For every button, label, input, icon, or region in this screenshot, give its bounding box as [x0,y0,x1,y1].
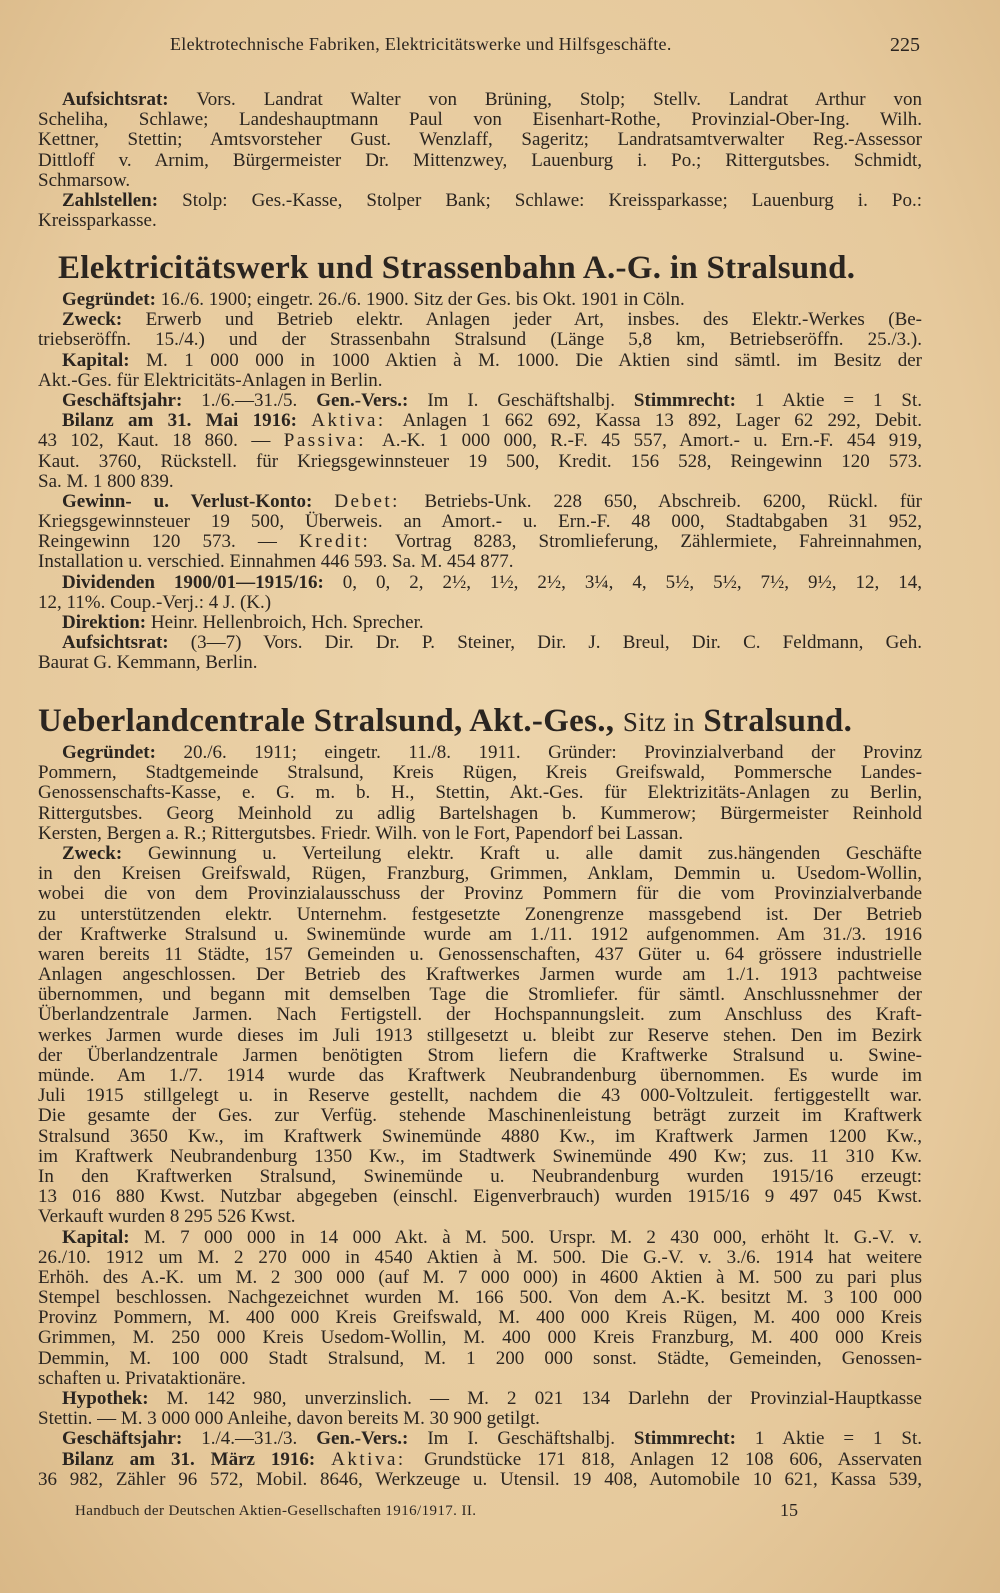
entry-label: Geschäftsjahr: [62,1428,202,1450]
entry-text: Anlagen angeschlossen. Der Betrieb des Kraftwerkes Jarmen wurde am 1./1. 1913 pachtweise [38,964,922,986]
entry-text: Verkauft wurden 8 295 526 Kwst. [38,1206,296,1228]
entry-text: Die gesamte der Ges. zur Verfüg. stehende Maschinenleistung beträgt zurzeit im Kraftwerk [38,1105,922,1127]
entry-label: Kapital: [62,349,147,371]
text-line [38,1349,922,1369]
text-line [38,633,922,653]
entry-text: M. 7 000 000 in 14 000 Akt. à M. 500. Urspr. M. 2 430 000, erhöht lt. G.-V. v. [144,1226,923,1248]
entry-text: 13 016 880 Kwst. Nutzbar abgegeben (einschl. Eigenverbrauch) wurden 1915/16 9 497 045 Kwst. [38,1186,922,1208]
entry-text: Grundstücke 171 818, Anlagen 12 108 606, Asservaten [424,1448,922,1470]
entry-text: Kreissparkasse. [38,210,157,232]
entry-text: Kettner, Stettin; Amtsvorsteher Gust. Wenzlaff, Sageritz; Landratsamtverwalter Reg.-Assessor [38,129,922,151]
text-line [38,1066,922,1086]
entry-label: Direktion: [62,612,151,633]
entry-text: Rittergutsbes. Georg Meinhold zu adlig Bartelshagen b. Kummerow; Bürgermeister Reinhold [38,802,922,824]
entry-text: Gewinnung u. Verteilung elektr. Kraft u. alle damit zus.hängenden Geschäfte [147,842,922,864]
entry-text: 1./4.—31./3. [201,1428,317,1450]
text-line [38,804,922,824]
text-line [38,552,922,572]
text-line [38,371,922,391]
entry-label: Hypothek: [62,1388,167,1409]
text-line [38,763,922,783]
entry-text: Erhöh. des A.-K. um M. 2 300 000 (auf M. 7 000 000) in 4600 Aktien à M. 500 zu pari plus [38,1266,922,1288]
text-line [38,1127,922,1147]
page-number: 225 [890,34,920,56]
spaced-label: Kredit: [299,531,395,553]
heading-main: Ueberlandcentrale Stralsund, Akt.-Ges., [38,703,623,739]
text-line [38,1450,922,1470]
text-line [38,1248,922,1268]
entry-label: Zahlstellen: [62,189,183,211]
entry-text: waren bereits 11 Städte, 157 Gemeinden u. Genossenschaften, 437 Güter u. 64 grössere industrielle [38,943,922,965]
entry-label: Aufsichtsrat: [62,632,191,654]
text-line [38,945,922,965]
footer-source: Handbuch der Deutschen Aktien-Gesellschaften 1916/1917. II. [75,1503,477,1519]
text-line [38,351,922,371]
entry-text: in den Kreisen Greifswald, Rügen, Franzburg, Grimmen, Anklam, Demmin u. Usedom-Wollin, [38,863,922,885]
section-ueberlandcentrale-stralsund [38,743,922,1490]
entry-label: Gegründet: [62,742,184,763]
text-line [38,824,922,844]
text-line [38,1228,922,1248]
section-stolp-continued [38,90,922,231]
entry-text: münde. Am 1./7. 1914 wurde das Kraftwerk Neubrandenburg übernommen. Es wurde im [38,1065,922,1086]
entry-text: 1./6.—31./5. [201,389,317,411]
entry-text: Juli 1915 stillgelegt u. in Reserve gestellt, nachdem die 43 000-Voltzuleit. fertiggestellt war. [38,1085,922,1107]
entry-text: Anlagen 1 662 692, Kassa 13 892, Lager 62 292, Debit. [402,410,922,432]
text-line [38,452,922,472]
text-line [38,512,922,532]
entry-text: 43 102, Kaut. 18 860. — [38,430,284,452]
text-line [38,613,922,633]
spaced-label: Debet: [334,490,425,512]
entry-text: Pommern, Stadtgemeinde Stralsund, Kreis Rügen, Kreis Greifswald, Pommersche Landes- [38,762,922,784]
text-line [38,1086,922,1106]
text-line [38,130,922,150]
spaced-label: Aktiva: [311,410,403,432]
text-line [38,391,922,411]
entry-label: Zweck: [62,309,146,331]
entry-text: 26./10. 1912 um M. 2 270 000 in 4540 Aktien à M. 500. Die G.-V. v. 3./6. 1914 hat weitere [38,1246,922,1268]
text-line [38,532,922,552]
footer-signature: 15 [780,1500,798,1520]
entry-text: Dittloff v. Arnim, Bürgermeister Dr. Mittenzwey, Lauenburg i. Po.; Rittergutsbes. Schmidt, [38,149,922,171]
text-line [38,431,922,451]
entry-label: Stimmrecht: [633,389,755,411]
text-line [38,1470,922,1490]
entry-text: der Überlandzentrale Jarmen benötigten Strom liefern die Kraftwerke Stralsund u. Swine- [38,1044,922,1066]
entry-label: Geschäftsjahr: [62,389,202,411]
entry-text: zu unterstützenden elektr. Unternehm. festgesetzte Zonengrenze massgebend ist. Der Betrieb [38,903,922,925]
text-line [38,905,922,925]
entry-text: Vortrag 8283, Stromlieferung, Zählermiete, Fahreinnahmen, [394,531,922,553]
entry-text: A.-K. 1 000 000, R.-F. 45 557, Amort.- u. Ern.-F. 454 919, [382,430,923,452]
entry-label: Kapital: [62,1226,145,1248]
text-line [38,743,922,763]
text-line [38,1389,922,1409]
entry-text: Sa. M. 1 800 839. [38,470,174,492]
text-line [38,1147,922,1167]
text-line [38,925,922,945]
heading-city: Stralsund. [694,703,853,739]
entry-text: 1 Aktie = 1 St. [754,1428,923,1450]
entry-text: der Kraftwerke Stralsund u. Swinemünde wurde am 1./11. 1912 aufgenommen. Am 31./3. 1916 [38,923,922,945]
text-line [38,151,922,171]
entry-text: Vors. Landrat Walter von Brüning, Stolp; Stellv. Landrat Arthur von [196,89,922,110]
entry-text: übernommen, und begann mit demselben Tage die Stromliefer. für sämtl. Anschlussnehmer der [38,984,922,1006]
text-line [38,1005,922,1025]
entry-label: Bilanz am 31. März 1916: [62,1448,332,1470]
running-header: Elektrotechnische Fabriken, Elektricitätswerke und Hilfsgeschäfte. [170,34,672,54]
entry-text: Installation u. verschied. Einnahmen 446 593. Sa. M. 454 877. [38,551,514,573]
text-line [38,472,922,492]
entry-text: Heinr. Hellenbroich, Hch. Sprecher. [150,612,424,633]
text-line [38,1409,922,1429]
heading-sitz: Sitz in [622,707,695,737]
entry-text: 36 982, Zähler 96 572, Mobil. 8646, Werkzeuge u. Utensil. 19 408, Automobile 10 621, Kassa 539, [38,1468,922,1490]
section-elektricitaetswerk-stralsund [38,290,922,674]
entry-text: triebseröffn. 15./4.) und der Strassenbahn Stralsund (Länge 5,8 km, Betriebseröffn. 25./3.). [38,329,922,351]
entry-text: Kriegsgewinnsteuer 19 500, Überweis. an Amort.- u. Ern.-F. 48 000, Stadtabgaben 31 952, [38,511,922,533]
entry-text: schaften u. Privataktionäre. [38,1367,246,1389]
entry-text: 12, 11%. Coup.-Verj.: 4 J. (K.) [38,591,272,613]
text-line [38,1026,922,1046]
text-line [38,1288,922,1308]
entry-label: Aufsichtsrat: [62,89,197,110]
entry-text: wobei die von dem Provinzialausschuss der Provinz Pommern für die vom Provinzialverbande [38,883,922,905]
text-line [38,330,922,350]
entry-text: Im I. Geschäftshalbj. [427,389,634,411]
text-line [38,1268,922,1288]
entry-text: Schmarsow. [38,169,131,191]
spaced-label: Passiva: [283,430,382,452]
text-line [38,90,922,110]
entry-text: 16./6. 1900; eingetr. 26./6. 1900. Sitz der Ges. bis Okt. 1901 in Cöln. [160,289,685,310]
entry-label: Gewinn- u. Verlust-Konto: [62,490,335,512]
entry-label: Gen.-Vers.: [316,389,428,411]
text-line [38,1046,922,1066]
entry-text: Erwerb und Betrieb elektr. Anlagen jeder Art, insbes. des Elektr.-Werkes (Be- [145,309,922,331]
entry-text: In den Kraftwerken Stralsund, Swinemünde u. Neubrandenburg wurden 1915/16 erzeugt: [38,1165,922,1187]
text-line [38,864,922,884]
text-line [38,884,922,904]
entry-text: werkes Jarmen wurde dieses im Juli 1913 stillgesetzt u. bleibt zur Reserve stehen. Den im Bezirk [38,1024,922,1046]
entry-text: im Kraftwerk Neubrandenburg 1350 Kw., im Stadtwerk Swinemünde 490 Kw; zus. 11 310 Kw. [38,1145,922,1167]
text-line [38,1308,922,1328]
heading-elektricitaetswerk-stralsund: Elektricitätswerk und Strassenbahn A.-G. in Stralsund. [58,250,856,286]
entry-label: Stimmrecht: [633,1428,755,1450]
entry-label: Dividenden 1900/01—1915/16: [62,571,343,593]
entry-text: (3—7) Vors. Dir. Dr. P. Steiner, Dir. J. Breul, Dir. C. Feldmann, Geh. [190,632,922,654]
text-line [38,171,922,191]
text-line [38,965,922,985]
entry-text: 20./6. 1911; eingetr. 11./8. 1911. Gründer: Provinzialverband der Provinz [183,742,922,763]
text-line [38,1207,922,1227]
entry-text: Demmin, M. 100 000 Stadt Stralsund, M. 1 200 000 sonst. Städte, Gemeinden, Genossen- [38,1347,922,1369]
text-line [38,653,922,673]
entry-text: Grimmen, M. 250 000 Kreis Usedom-Wollin, M. 400 000 Kreis Franzburg, M. 400 000 Kreis [38,1327,922,1349]
text-line [38,1167,922,1187]
entry-text: Betriebs-Unk. 228 650, Abschreib. 6200, Rückl. für [424,490,922,512]
entry-text: M. 1 000 000 in 1000 Aktien à M. 1000. Die Aktien sind sämtl. im Besitz der [146,349,922,371]
text-line [38,290,922,310]
text-line [38,1369,922,1389]
text-line [38,593,922,613]
entry-text: Kaut. 3760, Rückstell. für Kriegsgewinnsteuer 19 500, Kredit. 156 528, Reingewinn 120 573. [38,450,922,472]
entry-text: Reingewinn 120 573. — [38,531,299,553]
text-line [38,110,922,130]
entry-label: Gegründet: [62,289,161,310]
text-line [38,191,922,211]
entry-text: Im I. Geschäftshalbj. [427,1428,634,1450]
text-line [38,844,922,864]
text-line [38,492,922,512]
entry-text: Überlandzentrale Jarmen. Nach Fertigstell. der Hochspannungsleit. zum Anschluss des Kraft- [38,1004,922,1026]
entry-text: Baurat G. Kemmann, Berlin. [38,652,258,674]
entry-label: Zweck: [62,842,148,864]
entry-text: Stolp: Ges.-Kasse, Stolper Bank; Schlawe: Kreissparkasse; Lauenburg i. Po.: [182,189,922,211]
text-line [38,1106,922,1126]
text-line [38,310,922,330]
entry-label: Bilanz am 31. Mai 1916: [62,410,312,432]
text-line [38,573,922,593]
entry-text: Kersten, Bergen a. R.; Rittergutsbes. Friedr. Wilh. von le Fort, Papendorf bei Lassan. [38,822,684,844]
entry-label: Gen.-Vers.: [316,1428,428,1450]
text-line [38,783,922,803]
text-line [38,1429,922,1449]
text-line [38,1187,922,1207]
text-line [38,985,922,1005]
entry-text: M. 142 980, unverzinslich. — M. 2 021 134 Darlehn der Provinzial-Hauptkasse [166,1388,922,1409]
entry-text: Provinz Pommern, M. 400 000 Kreis Greifswald, M. 400 000 Kreis Rügen, M. 400 000 Kreis [38,1307,922,1329]
text-line [38,1328,922,1348]
entry-text: Stettin. — M. 3 000 000 Anleihe, davon bereits M. 30 900 getilgt. [38,1408,540,1430]
entry-text: Scheliha, Schlawe; Landeshauptmann Paul von Eisenhart-Rothe, Provinzial-Ober-Ing. Wilh. [38,109,922,131]
entry-text: Stralsund 3650 Kw., im Kraftwerk Swinemünde 4880 Kw., im Kraftwerk Jarmen 1200 Kw., [38,1125,922,1147]
entry-text: 1 Aktie = 1 St. [754,389,923,411]
text-line [38,411,922,431]
text-line [38,211,922,231]
entry-text: 0, 0, 2, 2½, 1½, 2½, 3¼, 4, 5½, 5½, 7½, 9½, 12, 14, [342,571,922,593]
entry-text: Genossenschafts-Kasse, e. G. m. b. H., Stettin, Akt.-Ges. für Elektrizitäts-Anlagen zu Berlin, [38,782,922,804]
heading-ueberlandcentrale-stralsund [38,703,852,740]
entry-text: Akt.-Ges. für Elektricitäts-Anlagen in Berlin. [38,369,383,391]
entry-text: Stempel beschlossen. Nachgezeichnet wurden M. 166 500. Von dem A.-K. besitzt M. 3 100 000 [38,1287,922,1309]
spaced-label: Aktiva: [331,1448,425,1470]
